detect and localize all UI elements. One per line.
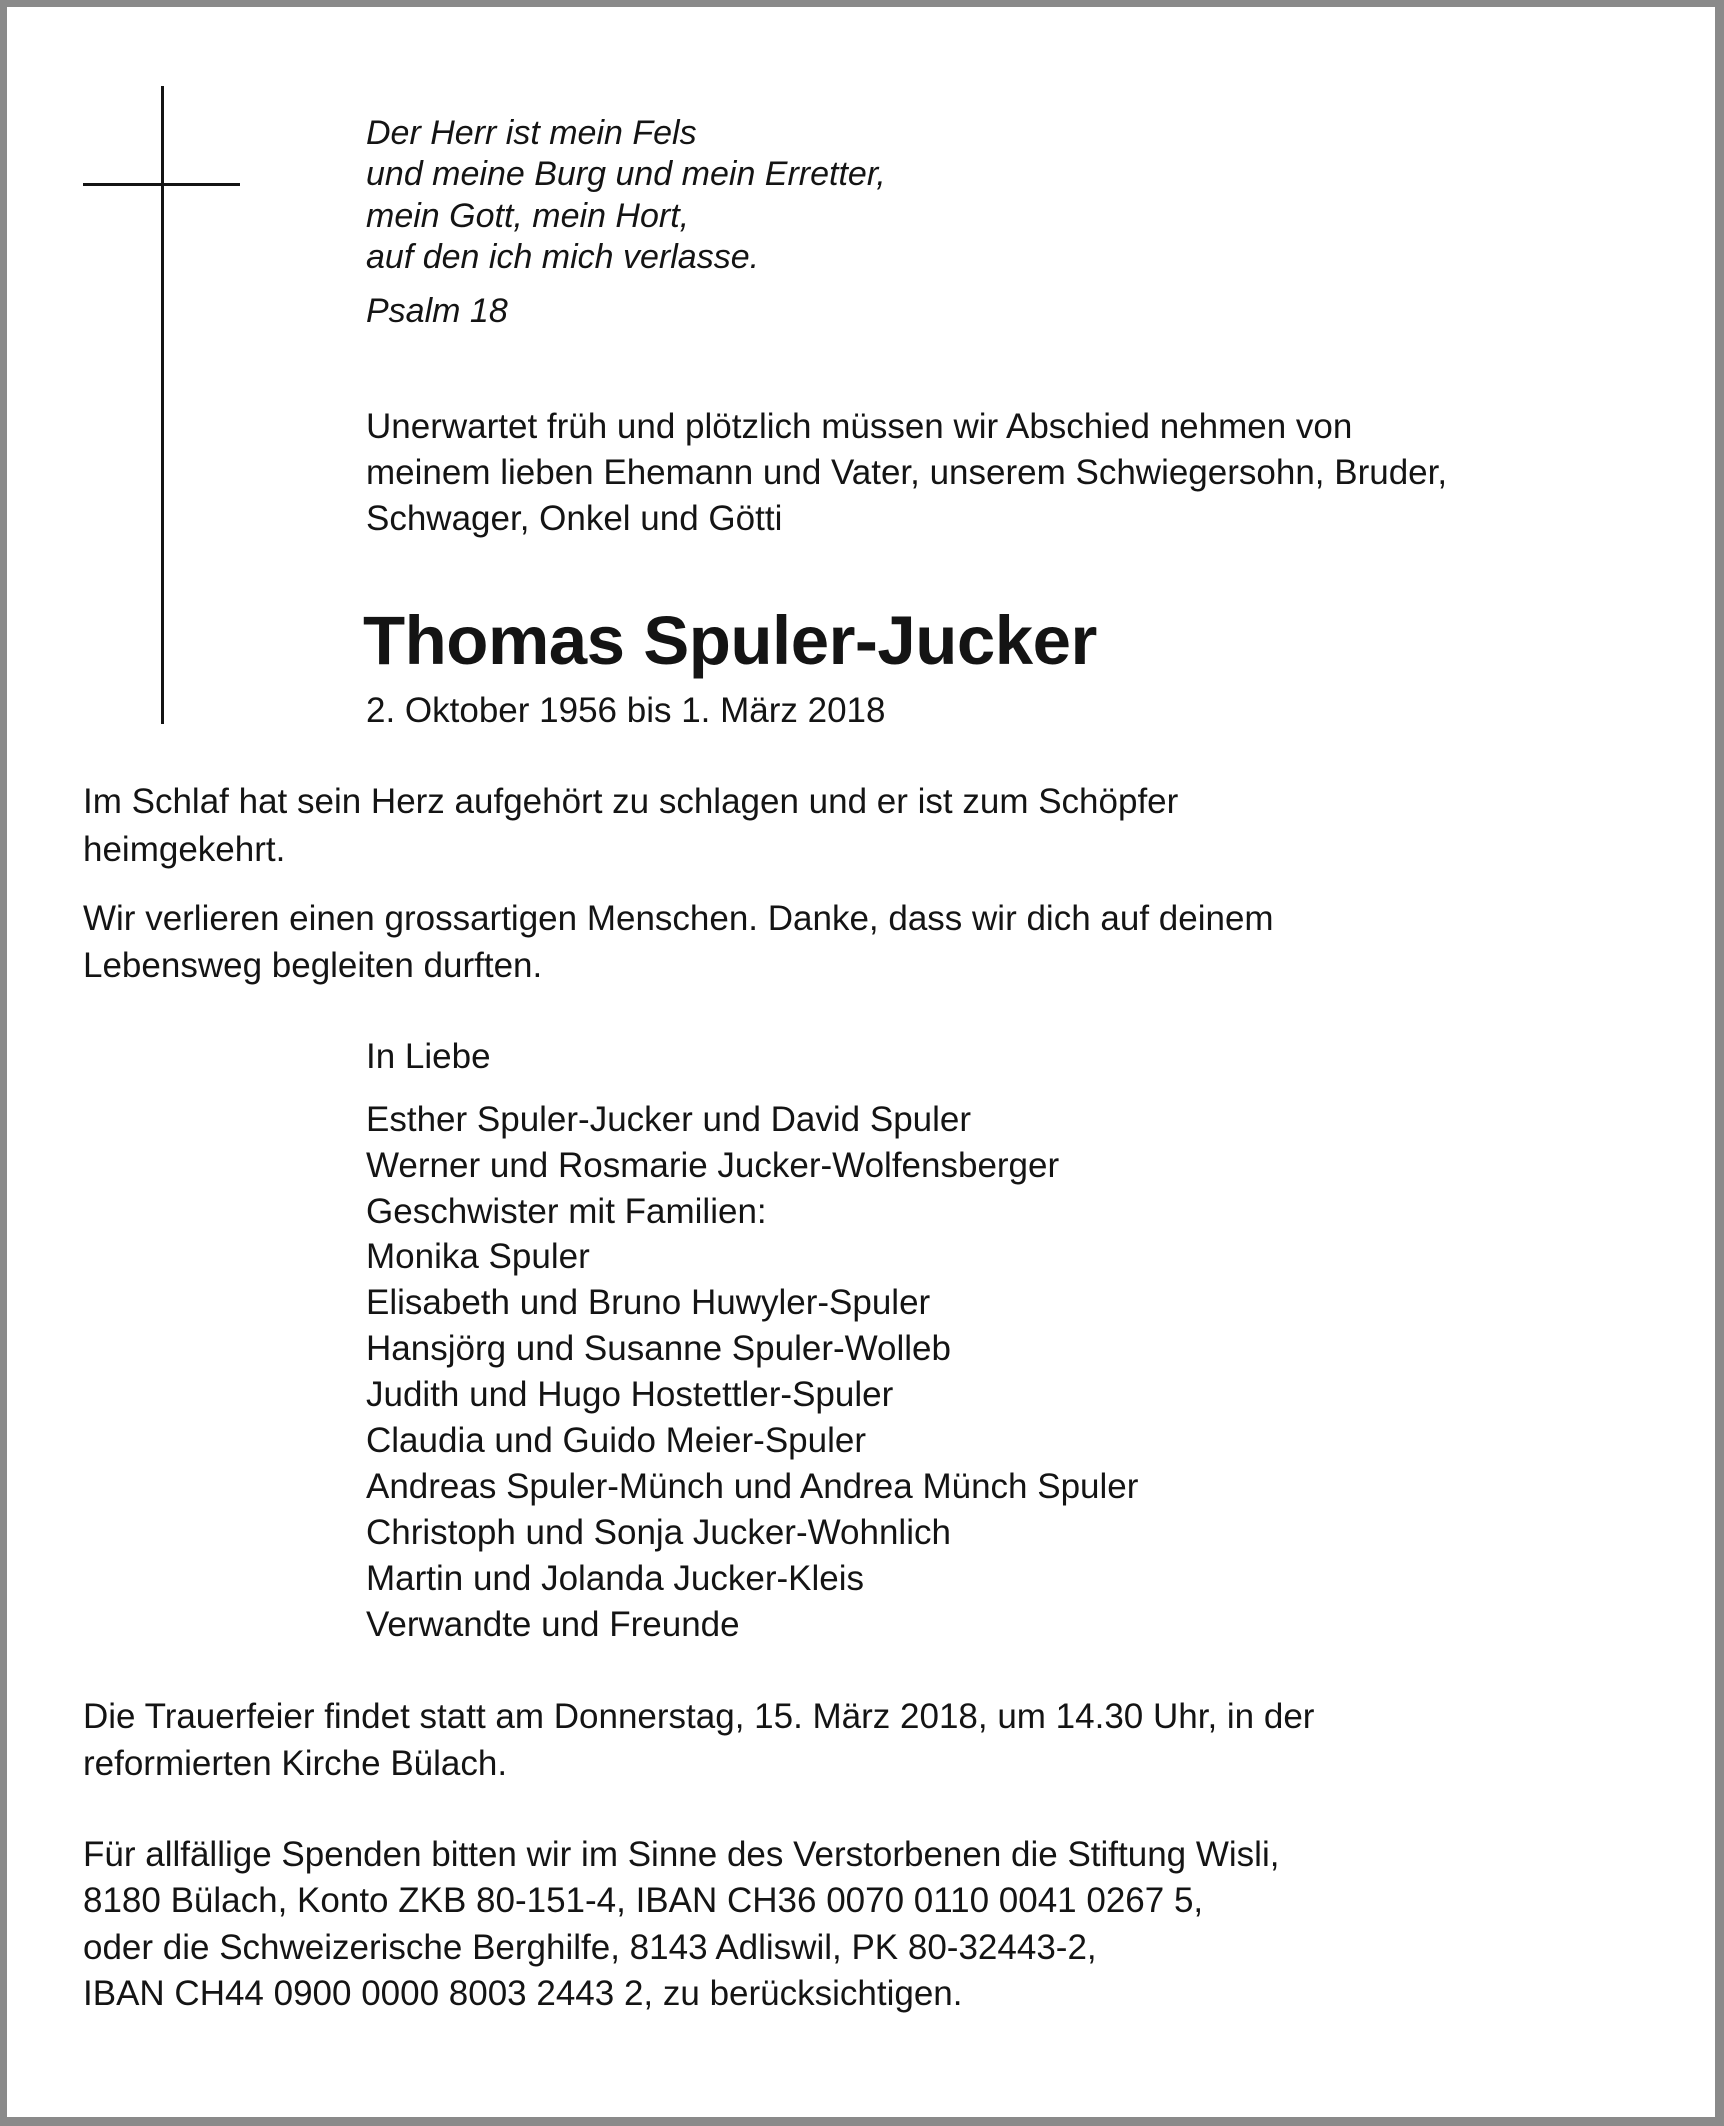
verse-line: Der Herr ist mein Fels [366,114,697,152]
mourner-name: Judith und Hugo Hostettler-Spuler [366,1375,894,1414]
verse-line: mein Gott, mein Hort, [366,197,690,235]
verse-line: und meine Burg und mein Erretter, [366,155,886,193]
mourner-name: Christoph und Sonja Jucker-Wohnlich [366,1513,951,1552]
service-line: reformierten Kirche Bülach. [83,1744,508,1783]
donation-line: oder die Schweizerische Berghilfe, 8143 Adliswil, PK 80-32443-2, [83,1928,1097,1967]
cross-vertical-bar [161,86,164,724]
mourner-name: Andreas Spuler-Münch und Andrea Münch Spuler [366,1467,1139,1506]
cross-horizontal-bar [83,183,240,186]
announcement-line: Schwager, Onkel und Götti [366,499,783,538]
donation-line: 8180 Bülach, Konto ZKB 80-151-4, IBAN CH36 0070 0110 0041 0267 5, [83,1881,1204,1920]
donation-line: Für allfällige Spenden bitten wir im Sinne des Verstorbenen die Stiftung Wisli, [83,1835,1280,1874]
mourner-name: Martin und Jolanda Jucker-Kleis [366,1559,865,1598]
mourner-name: Claudia und Guido Meier-Spuler [366,1421,866,1460]
mourner-name: Elisabeth und Bruno Huwyler-Spuler [366,1283,931,1322]
mourner-name: Monika Spuler [366,1237,590,1276]
paragraph-line: Lebensweg begleiten durften. [83,946,543,985]
mourner-name: Hansjörg und Susanne Spuler-Wolleb [366,1329,951,1368]
verse-reference: Psalm 18 [366,292,508,330]
verse-line: auf den ich mich verlasse. [366,238,760,276]
donation-line: IBAN CH44 0900 0000 8003 2443 2, zu berücksichtigen. [83,1974,963,2013]
paragraph-line: Im Schlaf hat sein Herz aufgehört zu schlagen und er ist zum Schöpfer [83,782,1179,821]
paragraph-line: heimgekehrt. [83,830,286,869]
service-line: Die Trauerfeier findet statt am Donnerstag, 15. März 2018, um 14.30 Uhr, in der [83,1697,1315,1736]
mourner-name: Geschwister mit Familien: [366,1192,767,1231]
mourner-name: Verwandte und Freunde [366,1605,740,1644]
mourner-name: Werner und Rosmarie Jucker-Wolfensberger [366,1146,1060,1185]
announcement-line: meinem lieben Ehemann und Vater, unserem Schwiegersohn, Bruder, [366,453,1448,492]
mourners-intro: In Liebe [366,1037,491,1076]
announcement-line: Unerwartet früh und plötzlich müssen wir Abschied nehmen von [366,407,1353,446]
deceased-name: Thomas Spuler-Jucker [363,602,1097,679]
life-dates: 2. Oktober 1956 bis 1. März 2018 [366,691,886,730]
mourner-name: Esther Spuler-Jucker und David Spuler [366,1100,972,1139]
paragraph-line: Wir verlieren einen grossartigen Menschen. Danke, dass wir dich auf deinem [83,899,1274,938]
